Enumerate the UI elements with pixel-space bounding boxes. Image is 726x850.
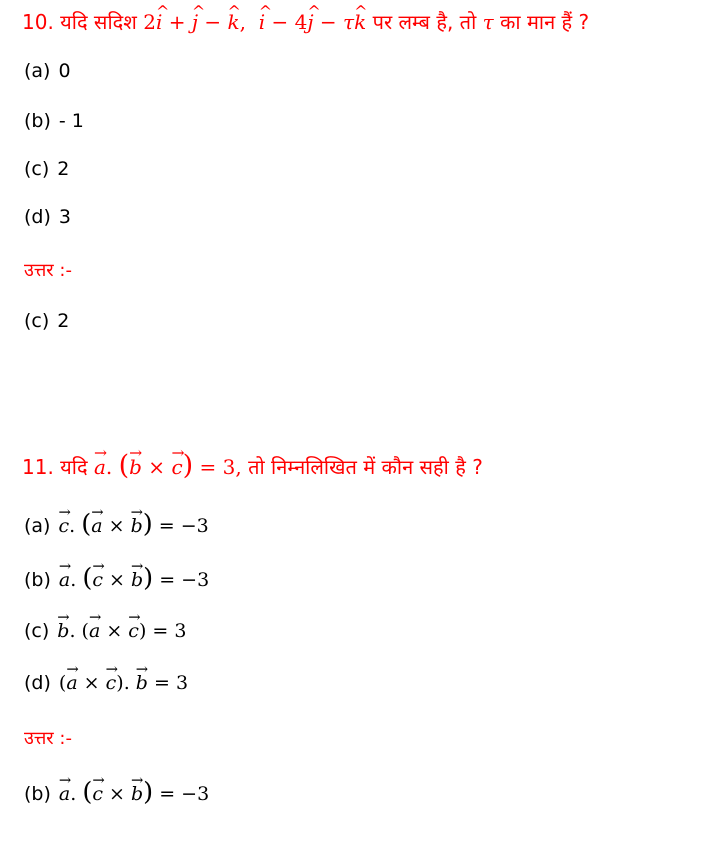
- question-11-title: [22, 452, 483, 480]
- q11-answer: (b) → a. (→ c × → b) = −3: [24, 780, 209, 806]
- vector-expression: 2^ i + ^ j − ^ k, ^ i − 4^ j − τ^ k: [143, 10, 366, 34]
- q10-option-d[interactable]: (d) 3: [24, 206, 71, 228]
- q11-option-d[interactable]: (d) (→ a × → c). → b = 3: [24, 672, 188, 694]
- question-suffix: तो निम्नलिखित में कौन सही है ?: [248, 455, 483, 479]
- question-tail: का मान हैं ?: [500, 10, 590, 34]
- question-prefix: यदि सदिश: [60, 10, 137, 34]
- q11-answer-heading: उत्तर :-: [24, 728, 72, 749]
- q10-option-c[interactable]: (c) 2: [24, 158, 70, 180]
- triple-product-expression: → a. (→ b × → c) = 3,: [94, 452, 242, 479]
- tau-symbol: τ: [482, 10, 494, 34]
- q11-option-c[interactable]: (c) → b. (→ a × → c) = 3: [24, 620, 186, 642]
- q10-option-b[interactable]: (b) - 1: [24, 110, 84, 132]
- q10-option-a[interactable]: (a) 0: [24, 60, 71, 82]
- question-prefix: यदि: [60, 455, 88, 479]
- q10-answer-heading: उत्तर :-: [24, 260, 72, 281]
- question-suffix: पर लम्ब है, तो: [372, 10, 477, 34]
- q11-option-b[interactable]: (b) → a. (→ c × → b) = −3: [24, 566, 209, 592]
- q11-option-a[interactable]: (a) → c. (→ a × → b) = −3: [24, 512, 209, 538]
- q10-answer: (c) 2: [24, 310, 70, 332]
- question-10-title: [22, 8, 589, 35]
- question-number: 10.: [22, 10, 54, 34]
- question-number: 11.: [22, 455, 54, 479]
